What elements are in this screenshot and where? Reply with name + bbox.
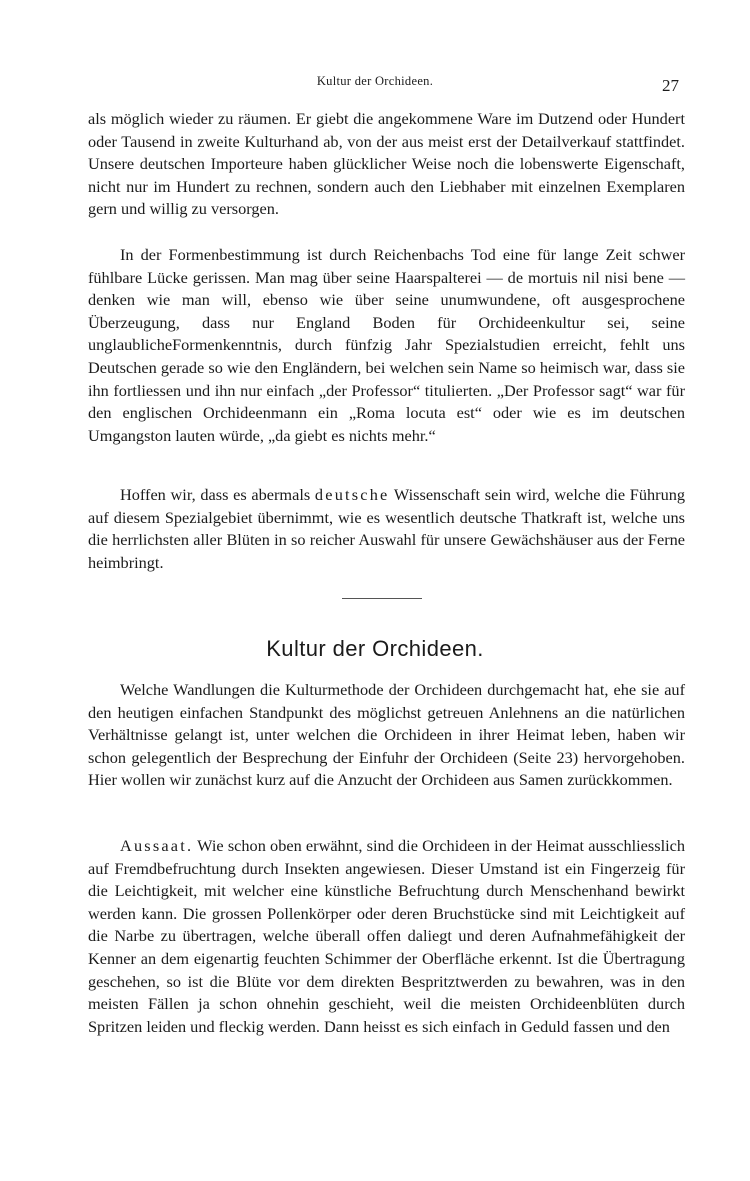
paragraph-reichenbach — [88, 244, 685, 447]
running-title: Kultur der Orchideen. — [316, 74, 434, 88]
section-divider — [342, 598, 422, 599]
section-heading: Kultur der Orchideen. — [266, 636, 484, 661]
paragraph-intro — [88, 679, 685, 792]
paragraph-text: als möglich wieder zu räumen. Er giebt die angekommene Ware im Dutzend oder Hundert oder Tausend in zweite Kulturhand ab, von der aus meist erst der Detailverkauf stattfindet. Unsere deutschen Importeure haben glücklicher Weise noch die lobenswerte Eigenschaft, nicht nur im Hundert zu rechnen, sondern auch den Liebhaber mit einzelnen Exemplaren gern und willig zu versorgen. — [88, 109, 685, 219]
page-number: 27 — [662, 76, 679, 95]
paragraph-text: In der Formenbestimmung ist durch Reichenbachs Tod eine für lange Zeit schwer fühlbare Lücke gerissen. Man mag über seine Haarspalterei — de mortuis nil nisi bene — denken wie man will, ebenso wie über seine unumwundene, oft ausgesprochene Überzeugung, dass nur England Boden für Orchideenkultur sei, seine unglaublicheFormenkenntnis, durch fünfzig Jahr Spezialstudien erreicht, fehlt uns Deutschen gerade so wie den Engländern, bei welchen sein Name so heimisch war, dass sie ihn fortliessen und ihn nur einfach „der Professor“ titulierten. „Der Professor sagt“ war für den englischen Orchideenmann ein „Roma locuta est“ oder wie es im deutschen Umgangston lauten würde, „da giebt es nichts mehr.“ — [88, 245, 685, 445]
paragraph-aussaat — [88, 835, 685, 1038]
paragraph-text-start: Hoffen wir, dass es abermals — [120, 485, 311, 504]
paragraph-text — [88, 835, 685, 1038]
emphasized-word: deutsche — [314, 485, 390, 504]
paragraph-continuation — [88, 108, 685, 221]
subsection-label: Aussaat. — [120, 836, 194, 855]
paragraph-text: Welche Wandlungen die Kulturmethode der Orchideen durchgemacht hat, ehe sie auf den heutigen einfachen Standpunkt des möglichst getreuen Anlehnens an die natürlichen Verhältnisse gelangt ist, unter welchen die Orchideen in ihrer Heimat leben, haben wir schon gelegentlich der Besprechung der Einfuhr der Orchideen (Seite 23) hervorgehoben. Hier wollen wir zunächst kurz auf die Anzucht der Orchideen aus Samen zurückkommen. — [88, 680, 685, 790]
paragraph-deutsche-wissenschaft — [88, 484, 685, 574]
paragraph-text-body: Wie schon oben erwähnt, sind die Orchideen in der Heimat ausschliesslich auf Fremdbefruchtung durch Insekten angewiesen. Dieser Umstand ist ein Fingerzeig für die Leichtigkeit, mit welcher eine künstliche Befruchtung durch Menschenhand bewirkt werden kann. Die grossen Pollenkörper oder deren Bruchstücke sind mit Leichtigkeit auf die Narbe zu übertragen, welche überall offen daliegt und deren Aufnahmefähigkeit der Kenner an dem eigenartig feuchten Schimmer der Oberfläche erkennt. Ist die Übertragung geschehen, so ist die Blüte vor dem direkten Bespritztwerden zu bewahren, was in den meisten Fällen ja schon ohnehin geschieht, weil die meisten Orchideenblüten durch Spritzen leiden und fleckig werden. Dann heisst es sich einfach in Geduld fassen und den — [88, 836, 685, 1036]
paragraph-text-end: Wissenschaft sein wird, welche die Führung auf diesem Spezialgebiet übernimmt, wie es wesentlich deutsche Thatkraft ist, welche uns die herrlichsten aller Blüten in so reicher Auswahl für unsere Gewächshäuser aus der Ferne heimbringt. — [88, 485, 685, 572]
paragraph-text — [88, 484, 685, 574]
